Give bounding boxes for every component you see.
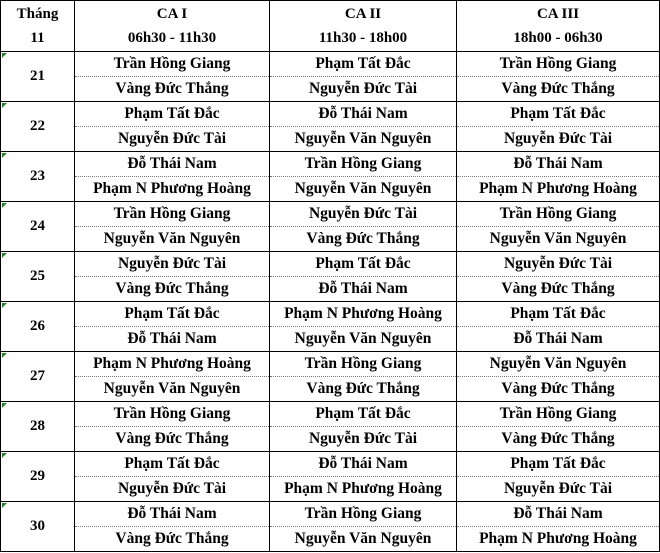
cell-marker-icon [2, 403, 7, 408]
day-cell [1, 502, 75, 552]
shift-1-staff-1: Trần Hồng Giang [75, 202, 270, 227]
shift-1-staff-2: Phạm N Phương Hoàng [75, 177, 270, 202]
shift-name: CA I [156, 6, 188, 22]
day-row-top [1, 152, 660, 177]
roster-body [1, 52, 660, 552]
shift-time: 06h30 - 11h30 [127, 30, 217, 46]
month-value: 11 [30, 30, 45, 46]
day-row-top [1, 52, 660, 77]
shift-1-staff-1: Phạm Tất Đắc [75, 102, 270, 127]
cell-marker-icon [2, 153, 7, 158]
shift-1-staff-1: Trần Hồng Giang [75, 402, 270, 427]
shift-2-staff-1: Trần Hồng Giang [270, 152, 457, 177]
shift-1-staff-2: Nguyễn Văn Nguyên [75, 227, 270, 252]
day-number: 23 [30, 168, 45, 184]
shift-3-staff-1: Nguyễn Đức Tài [457, 252, 660, 277]
shift-header-2 [270, 1, 457, 52]
shift-2-staff-1: Đỗ Thái Nam [270, 102, 457, 127]
shift-2-staff-1: Nguyễn Đức Tài [270, 202, 457, 227]
shift-3-staff-1: Phạm Tất Đắc [457, 452, 660, 477]
cell-marker-icon [2, 203, 7, 208]
shift-2-staff-1: Phạm Tất Đắc [270, 252, 457, 277]
shift-2-staff-2: Vàng Đức Thắng [270, 377, 457, 402]
day-cell [1, 52, 75, 102]
day-number: 25 [30, 268, 45, 284]
shift-3-staff-2: Phạm N Phương Hoàng [457, 177, 660, 202]
day-cell [1, 402, 75, 452]
day-row-bottom [1, 227, 660, 252]
shift-3-staff-2: Vàng Đức Thắng [457, 77, 660, 102]
day-row-top [1, 452, 660, 477]
shift-time: 18h00 - 06h30 [513, 30, 603, 46]
day-cell [1, 352, 75, 402]
shift-3-staff-1: Trần Hồng Giang [457, 202, 660, 227]
shift-1-staff-2: Nguyễn Đức Tài [75, 127, 270, 152]
shift-3-staff-2: Nguyễn Văn Nguyên [457, 227, 660, 252]
shift-3-staff-1: Đỗ Thái Nam [457, 502, 660, 527]
day-row-bottom [1, 277, 660, 302]
header-row [1, 1, 660, 52]
day-cell [1, 252, 75, 302]
shift-2-staff-2: Nguyễn Văn Nguyên [270, 527, 457, 552]
day-number: 27 [30, 368, 45, 384]
shift-3-staff-2: Vàng Đức Thắng [457, 427, 660, 452]
shift-header-3 [457, 1, 660, 52]
shift-2-staff-1: Trần Hồng Giang [270, 352, 457, 377]
day-row-bottom [1, 427, 660, 452]
day-row-top [1, 202, 660, 227]
shift-name: CA II [344, 6, 382, 22]
shift-3-staff-2: Vàng Đức Thắng [457, 277, 660, 302]
day-cell [1, 302, 75, 352]
shift-3-staff-1: Phạm Tất Đắc [457, 302, 660, 327]
shift-2-staff-2: Nguyễn Đức Tài [270, 427, 457, 452]
shift-2-staff-2: Vàng Đức Thắng [270, 227, 457, 252]
shift-1-staff-1: Nguyễn Đức Tài [75, 252, 270, 277]
shift-2-staff-2: Nguyễn Văn Nguyên [270, 327, 457, 352]
shift-1-staff-1: Đỗ Thái Nam [75, 152, 270, 177]
shift-2-staff-1: Trần Hồng Giang [270, 502, 457, 527]
shift-1-staff-2: Vàng Đức Thắng [75, 277, 270, 302]
day-row-bottom [1, 377, 660, 402]
cell-marker-icon [2, 103, 7, 108]
shift-1-staff-2: Nguyễn Văn Nguyên [75, 377, 270, 402]
day-row-top [1, 402, 660, 427]
shift-2-staff-2: Đỗ Thái Nam [270, 277, 457, 302]
day-number: 29 [30, 468, 45, 484]
day-row-bottom [1, 127, 660, 152]
shift-header-1 [75, 1, 270, 52]
day-row-top [1, 502, 660, 527]
day-row-top [1, 252, 660, 277]
shift-3-staff-1: Đỗ Thái Nam [457, 152, 660, 177]
cell-marker-icon [2, 503, 7, 508]
shift-3-staff-1: Phạm Tất Đắc [457, 102, 660, 127]
month-header [1, 1, 75, 52]
cell-marker-icon [2, 353, 7, 358]
day-row-bottom [1, 477, 660, 502]
shift-3-staff-2: Vàng Đức Thắng [457, 377, 660, 402]
shift-3-staff-2: Nguyễn Đức Tài [457, 477, 660, 502]
month-label: Tháng [16, 6, 59, 22]
shift-3-staff-2: Nguyễn Đức Tài [457, 127, 660, 152]
cell-marker-icon [2, 453, 7, 458]
shift-1-staff-1: Phạm Tất Đắc [75, 452, 270, 477]
shift-2-staff-2: Nguyễn Văn Nguyên [270, 127, 457, 152]
day-number: 21 [30, 68, 45, 84]
shift-name: CA III [536, 6, 580, 22]
shift-3-staff-1: Trần Hồng Giang [457, 52, 660, 77]
shift-1-staff-2: Vàng Đức Thắng [75, 427, 270, 452]
shift-time: 11h30 - 18h00 [318, 30, 408, 46]
day-row-top [1, 352, 660, 377]
shift-2-staff-1: Phạm Tất Đắc [270, 52, 457, 77]
shift-2-staff-1: Phạm N Phương Hoàng [270, 302, 457, 327]
shift-1-staff-2: Đỗ Thái Nam [75, 327, 270, 352]
day-number: 22 [30, 118, 45, 134]
day-number: 26 [30, 318, 45, 334]
shift-3-staff-1: Trần Hồng Giang [457, 402, 660, 427]
shift-1-staff-2: Vàng Đức Thắng [75, 77, 270, 102]
day-number: 30 [30, 518, 45, 534]
shift-1-staff-1: Phạm N Phương Hoàng [75, 352, 270, 377]
shift-2-staff-1: Đỗ Thái Nam [270, 452, 457, 477]
cell-marker-icon [2, 53, 7, 58]
day-number: 28 [30, 418, 45, 434]
shift-3-staff-2: Đỗ Thái Nam [457, 327, 660, 352]
shift-2-staff-2: Nguyễn Văn Nguyên [270, 177, 457, 202]
shift-3-staff-1: Nguyễn Văn Nguyên [457, 352, 660, 377]
day-row-bottom [1, 77, 660, 102]
day-row-top [1, 302, 660, 327]
cell-marker-icon [2, 253, 7, 258]
day-number: 24 [30, 218, 45, 234]
day-cell [1, 102, 75, 152]
shift-2-staff-2: Nguyễn Đức Tài [270, 77, 457, 102]
shift-1-staff-1: Phạm Tất Đắc [75, 302, 270, 327]
day-cell [1, 452, 75, 502]
shift-1-staff-1: Trần Hồng Giang [75, 52, 270, 77]
day-cell [1, 152, 75, 202]
day-cell [1, 202, 75, 252]
cell-marker-icon [2, 303, 7, 308]
shift-3-staff-2: Phạm N Phương Hoàng [457, 527, 660, 552]
shift-1-staff-2: Nguyễn Đức Tài [75, 477, 270, 502]
shift-1-staff-2: Vàng Đức Thắng [75, 527, 270, 552]
shift-2-staff-1: Phạm Tất Đắc [270, 402, 457, 427]
shift-1-staff-1: Đỗ Thái Nam [75, 502, 270, 527]
day-row-bottom [1, 177, 660, 202]
day-row-bottom [1, 327, 660, 352]
day-row-bottom [1, 527, 660, 552]
day-row-top [1, 102, 660, 127]
shift-2-staff-2: Phạm N Phương Hoàng [270, 477, 457, 502]
